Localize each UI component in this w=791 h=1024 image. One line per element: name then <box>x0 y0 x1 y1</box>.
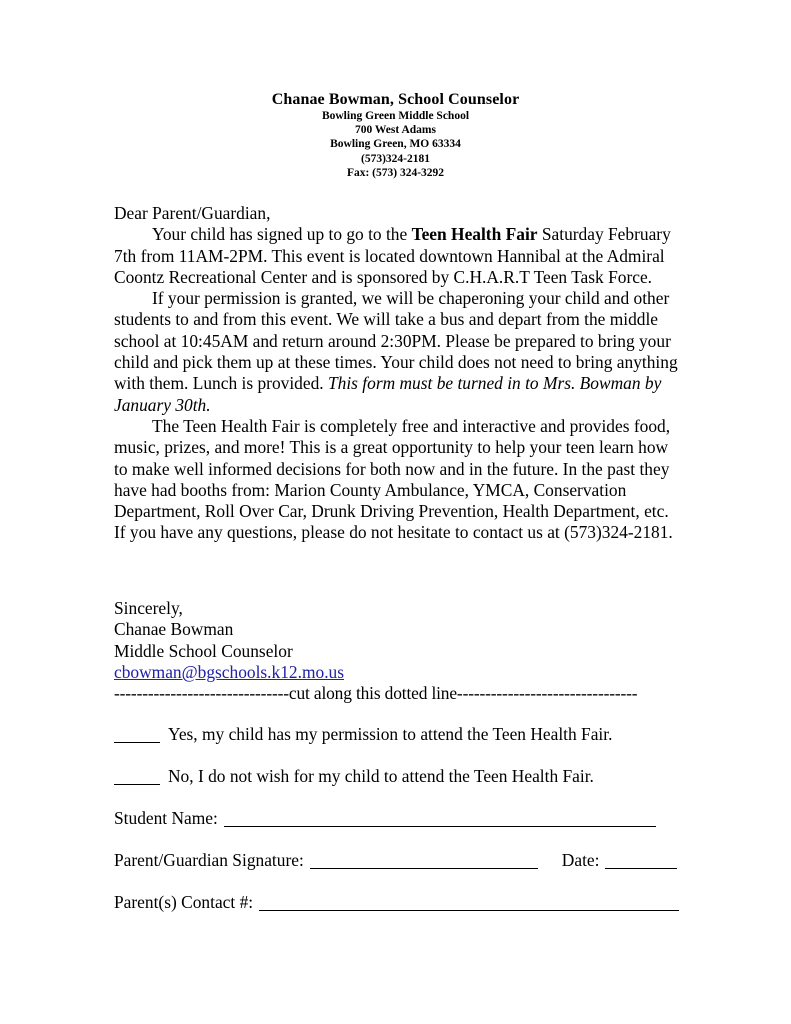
counselor-name-title: Chanae Bowman, School Counselor <box>271 91 520 108</box>
option-row-no <box>114 766 694 808</box>
letterhead <box>0 90 791 180</box>
option-no-label: No, I do not wish for my child to attend the Teen Health Fair. <box>168 766 594 786</box>
signature-label: Parent/Guardian Signature: <box>114 850 304 870</box>
option-row-yes <box>114 724 694 766</box>
teen-health-fair-emphasis: Teen Health Fair <box>411 224 538 245</box>
letter-body <box>114 203 682 544</box>
closing-sender-name: Chanae Bowman <box>114 619 234 640</box>
paragraph-event-details <box>114 224 682 288</box>
field-row-contact <box>114 892 694 934</box>
contact-label: Parent(s) Contact #: <box>114 892 254 912</box>
email-link[interactable]: cbowman@bgschools.k12.mo.us <box>114 661 345 682</box>
phone-number: (573)324-2181 <box>361 152 430 165</box>
student-name-label: Student Name: <box>114 808 218 828</box>
closing-sincerely: Sincerely, <box>114 598 183 618</box>
p1-text-after-bold: Saturday February 7th from 11AM-2PM. This event is located downtown Hannibal at the Admiral Coontz Recreational Center and is sponsored by C.H.A.R.T Teen Task Force. <box>114 224 671 287</box>
field-row-student-name <box>114 808 694 850</box>
date-label: Date: <box>561 850 600 870</box>
student-name-input[interactable] <box>224 826 656 827</box>
yes-checkbox-blank[interactable] <box>114 742 160 743</box>
form-fields <box>114 808 694 934</box>
cut-along-dotted-line: -------------------------------cut along this dotted line-------------------------------- <box>114 683 638 703</box>
school-name: Bowling Green Middle School <box>321 110 470 122</box>
field-row-signature-date <box>114 850 694 892</box>
closing-sender-title: Middle School Counselor <box>114 640 293 661</box>
city-state-zip: Bowling Green, MO 63334 <box>330 138 461 151</box>
date-input[interactable] <box>605 868 677 869</box>
fax-number: Fax: (573) 324-3292 <box>346 166 445 179</box>
permission-options <box>114 724 694 808</box>
signature-input[interactable] <box>310 868 538 869</box>
closing-block <box>114 598 682 683</box>
salutation: Dear Parent/Guardian, <box>114 203 271 223</box>
p2-text-plain: If your permission is granted, we will be chaperoning your child and other students to and from this event. We will take a bus and depart from the middle school at 10:45AM and return around 2:30PM. Please be prepared to bring your child and pick them up at these times. Your child does not need to bring anything with them. Lunch is provided. <box>114 288 678 394</box>
p1-text-before-bold: Your child has signed up to go to the <box>152 224 412 245</box>
form-due-date-emphasis: This form must be turned in to Mrs. Bowman by January 30th. <box>114 373 662 415</box>
option-yes-label: Yes, my child has my permission to attend the Teen Health Fair. <box>168 724 613 744</box>
contact-input[interactable] <box>259 910 679 911</box>
street-address: 700 West Adams <box>355 124 436 137</box>
p3-text: The Teen Health Fair is completely free and interactive and provides food, music, prizes, and more! This is a great opportunity to help your teen learn how to make well informed decisions for both now and in the future. In the past they have had booths from: Marion County Ambulance, YMCA, Conservation Department, Roll Over Car, Drunk Driving Prevention, Health Department, etc. If you have any questions, please do not hesitate to contact us at (573)324-2181. <box>114 415 673 543</box>
no-checkbox-blank[interactable] <box>114 784 160 785</box>
paragraph-permission-logistics <box>114 288 682 416</box>
paragraph-fair-description <box>114 416 682 544</box>
